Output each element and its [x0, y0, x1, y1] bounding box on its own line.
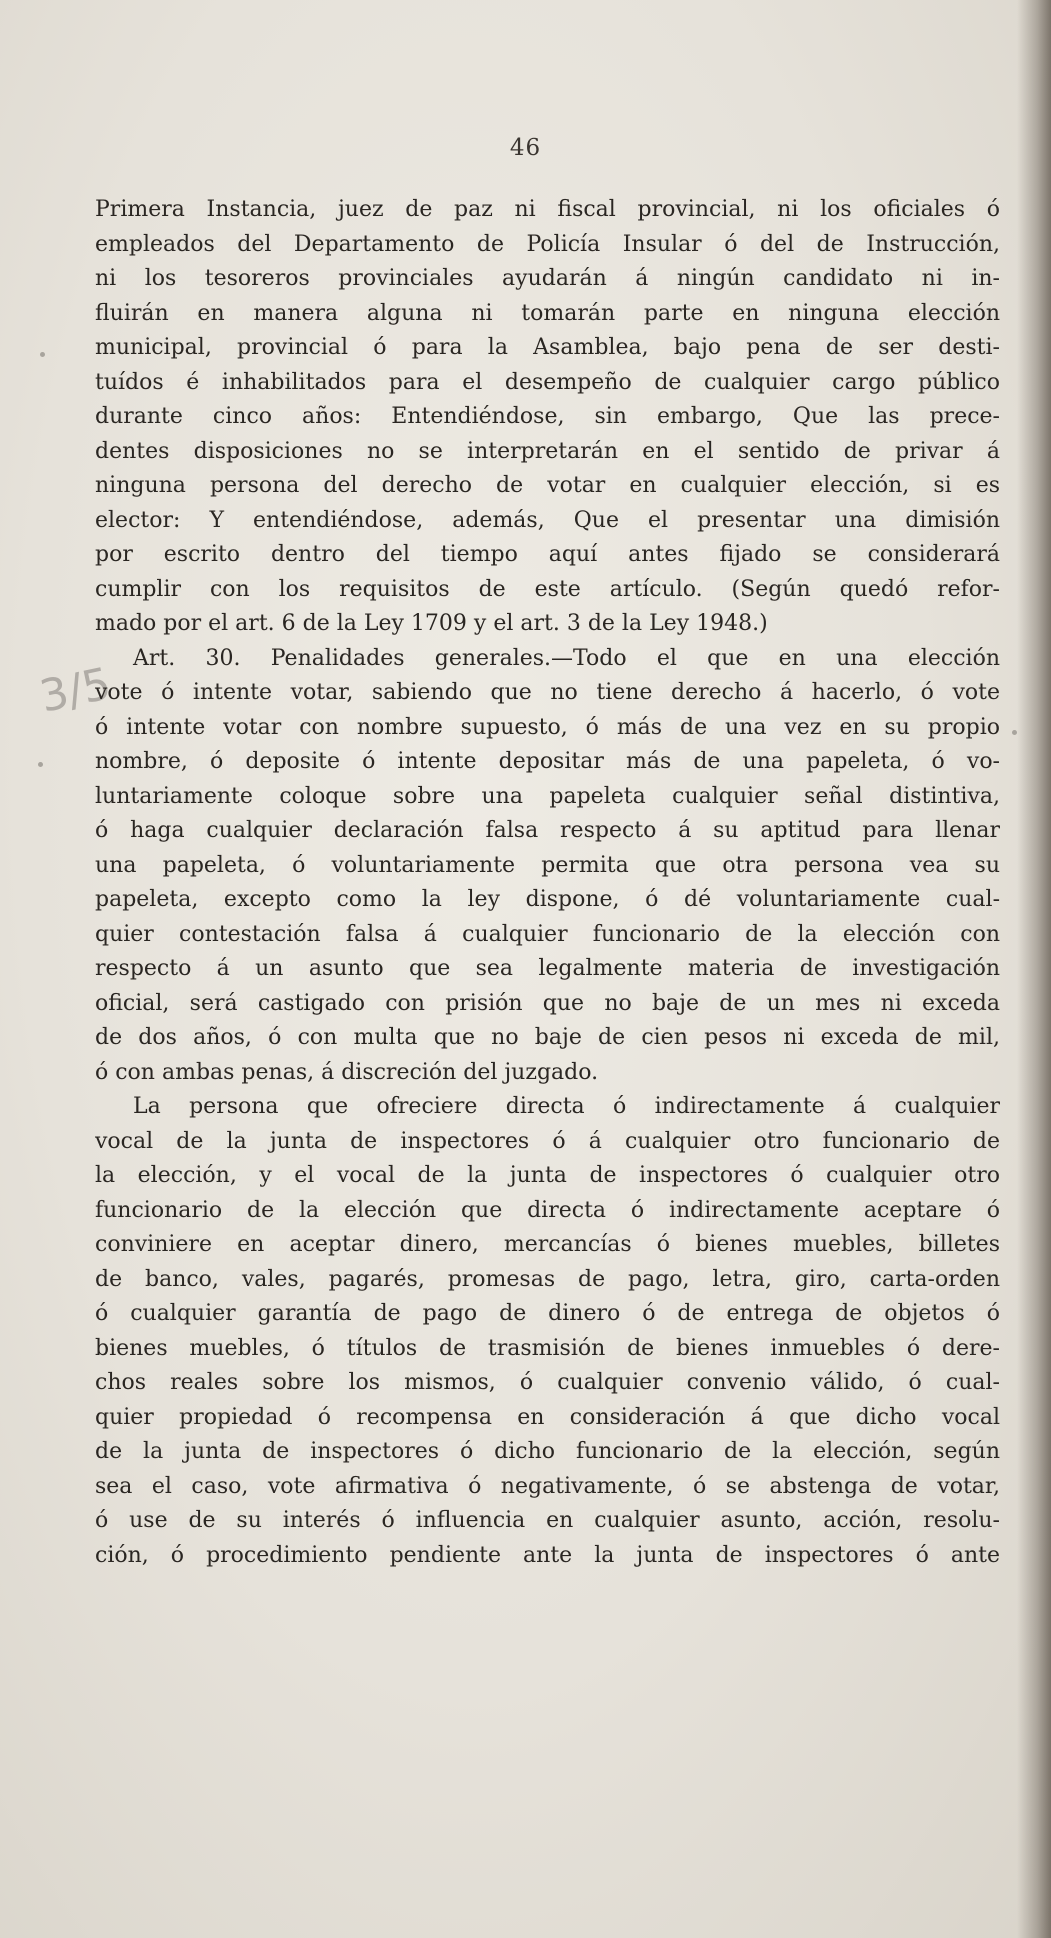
text-line: ción, ó procedimiento pendiente ante la junta de inspectores ó ante: [95, 1542, 1000, 1568]
text-line: ó con ambas penas, á discreción del juzgado.: [95, 1059, 599, 1085]
text-line: nombre, ó deposite ó intente depositar más de una papeleta, ó vo-: [95, 749, 1000, 774]
text-line: de la junta de inspectores ó dicho funcionario de la elección, según: [95, 1439, 1000, 1464]
text-line: chos reales sobre los mismos, ó cualquier convenio válido, ó cual-: [95, 1370, 1000, 1395]
binding-edge-shadow: [1017, 0, 1051, 1938]
margin-speck: [1012, 730, 1017, 735]
text-line: municipal, provincial ó para la Asamblea, bajo pena de ser desti-: [95, 335, 1000, 360]
paragraph-start-line: La persona que ofreciere directa ó indirectamente á cualquier: [133, 1094, 1000, 1119]
text-line: oficial, será castigado con prisión que no baje de un mes ni exceda: [95, 990, 1000, 1016]
text-line: ó haga cualquier declaración falsa respecto á su aptitud para llenar: [95, 818, 1000, 843]
page-number: 46: [509, 135, 542, 161]
text-line: una papeleta, ó voluntariamente permita que otra persona vea su: [95, 852, 1000, 878]
text-line: de banco, vales, pagarés, promesas de pago, letra, giro, carta-orden: [95, 1266, 1000, 1292]
text-line: tuídos é inhabilitados para el desempeño de cualquier cargo público: [95, 369, 1000, 395]
body-text: [95, 193, 1000, 1573]
text-line: vocal de la junta de inspectores ó á cualquier otro funcionario de: [95, 1128, 1000, 1154]
text-line: ni los tesoreros provinciales ayudarán á ningún candidato ni in-: [95, 266, 1000, 291]
text-line: luntariamente coloque sobre una papeleta cualquier señal distintiva,: [95, 783, 1000, 809]
text-line: la elección, y el vocal de la junta de inspectores ó cualquier otro: [95, 1163, 1000, 1188]
text-line: bienes muebles, ó títulos de trasmisión de bienes inmuebles ó dere-: [95, 1335, 1000, 1361]
text-line: papeleta, excepto como la ley dispone, ó dé voluntariamente cual-: [95, 887, 1000, 912]
text-line: ninguna persona del derecho de votar en cualquier elección, si es: [95, 473, 1000, 498]
text-line: durante cinco años: Entendiéndose, sin embargo, Que las prece-: [95, 404, 1000, 429]
text-line: vote ó intente votar, sabiendo que no tiene derecho á hacerlo, ó vote: [95, 680, 1000, 705]
text-line: respecto á un asunto que sea legalmente materia de investigación: [95, 956, 1000, 981]
text-line: elector: Y entendiéndose, además, Que el presentar una dimisión: [95, 507, 1000, 533]
text-line: funcionario de la elección que directa ó indirectamente aceptare ó: [95, 1197, 1000, 1223]
text-line: sea el caso, vote afirmativa ó negativamente, ó se abstenga de votar,: [95, 1473, 1000, 1499]
text-line: conviniere en aceptar dinero, mercancías ó bienes muebles, billetes: [95, 1232, 1000, 1257]
text-line: ó cualquier garantía de pago de dinero ó de entrega de objetos ó: [95, 1301, 1000, 1326]
text-line: fluirán en manera alguna ni tomarán parte en ninguna elección: [95, 300, 1000, 326]
text-line: mado por el art. 6 de la Ley 1709 y el art. 3 de la Ley 1948.): [95, 611, 768, 636]
text-line: ó intente votar con nombre supuesto, ó más de una vez en su propio: [95, 714, 1000, 740]
text-line: ó use de su interés ó influencia en cualquier asunto, acción, resolu-: [95, 1508, 1000, 1533]
article-heading-line: Art. 30. Penalidades generales.—Todo el que en una elección: [133, 645, 1000, 671]
margin-annotation: 3/5: [35, 658, 116, 723]
text-line: de dos años, ó con multa que no baje de cien pesos ni exceda de mil,: [95, 1025, 1000, 1050]
text-line: empleados del Departamento de Policía Insular ó del de Instrucción,: [95, 231, 1000, 257]
margin-speck: [40, 352, 45, 357]
text-line: Primera Instancia, juez de paz ni fiscal provincial, ni los oficiales ó: [95, 197, 1000, 222]
text-line: cumplir con los requisitos de este artículo. (Según quedó refor-: [95, 576, 1000, 602]
margin-speck: [38, 762, 43, 767]
text-line: dentes disposiciones no se interpretarán en el sentido de privar á: [95, 438, 1000, 464]
text-line: quier propiedad ó recompensa en consideración á que dicho vocal: [95, 1404, 1000, 1430]
text-line: quier contestación falsa á cualquier funcionario de la elección con: [95, 921, 1000, 947]
text-line: por escrito dentro del tiempo aquí antes fijado se considerará: [95, 542, 1000, 567]
